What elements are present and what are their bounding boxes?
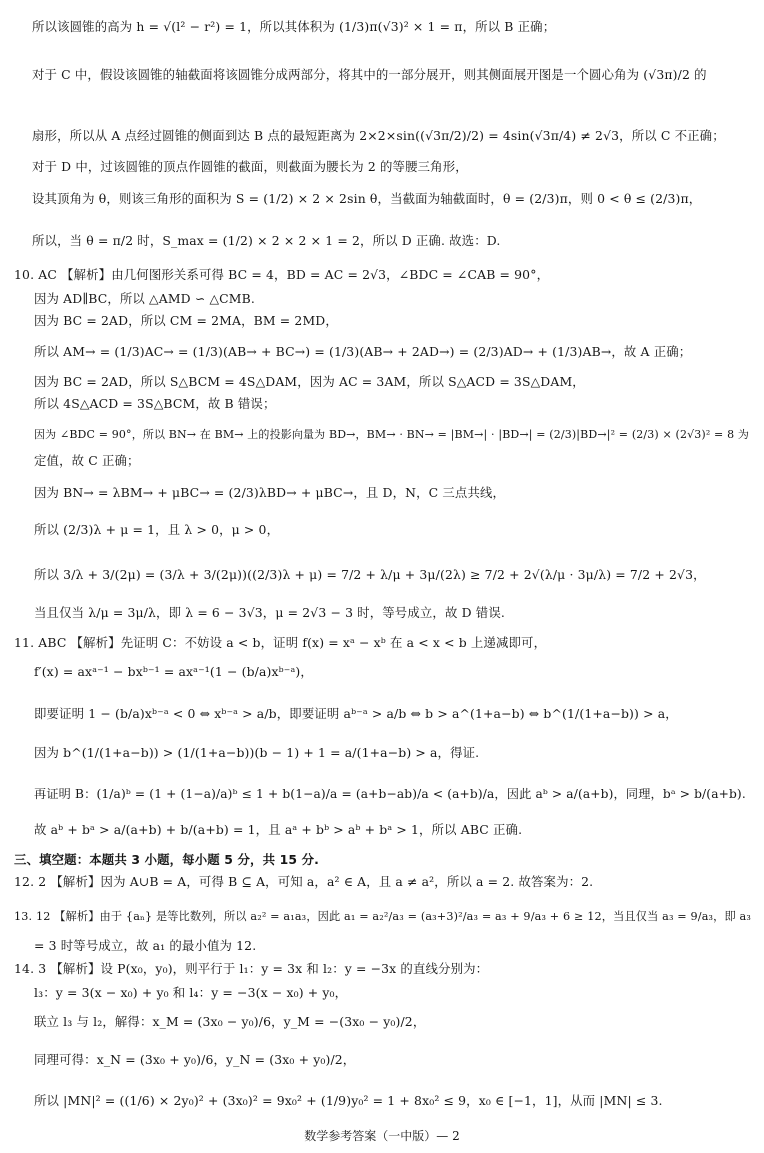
text-line: 定值，故 C 正确； bbox=[34, 453, 140, 468]
text-line: 即要证明 1 − (b/a)xᵇ⁻ᵃ < 0 ⇔ xᵇ⁻ᵃ > a/b，即要证明 aᵇ⁻ᵃ > a/b ⇔ b > a^(1+a−b) ⇔ b^(1/(1+a−b)) > a， bbox=[34, 706, 678, 721]
text-line: 所以 4S△ACD = 3S△BCM，故 B 错误； bbox=[34, 396, 276, 411]
text-line: l₃：y = 3(x − x₀) + y₀ 和 l₄：y = −3(x − x₀) + y₀， bbox=[34, 985, 348, 1000]
page-footer: 数学参考答案（一中版）— 2 bbox=[304, 1129, 460, 1143]
text-line: 同理可得：x_N = (3x₀ + y₀)/6，y_N = (3x₀ + y₀)/2， bbox=[34, 1052, 356, 1067]
text-line: 14. 3 【解析】设 P(x₀，y₀)，则平行于 l₁：y = 3x 和 l₂：y = −3x 的直线分别为： bbox=[14, 961, 489, 976]
text-line: 11. ABC 【解析】先证明 C：不妨设 a < b，证明 f(x) = xᵃ − xᵇ 在 a < x < b 上递减即可， bbox=[14, 635, 547, 650]
text-line: f′(x) = axᵃ⁻¹ − bxᵇ⁻¹ = axᵃ⁻¹(1 − (b/a)xᵇ⁻ᵃ)， bbox=[34, 664, 313, 679]
section-heading: 三、填空题：本题共 3 小题，每小题 5 分，共 15 分. bbox=[14, 852, 319, 867]
text-line: 对于 D 中，过该圆锥的顶点作圆锥的截面，则截面为腰长为 2 的等腰三角形， bbox=[32, 159, 468, 174]
text-line: 所以，当 θ = π/2 时，S_max = (1/2) × 2 × 2 × 1 = 2，所以 D 正确. 故选：D. bbox=[32, 233, 501, 248]
text-line: 12. 2 【解析】因为 A∪B = A，可得 B ⊆ A，可知 a，a² ∈ A，且 a ≠ a²，所以 a = 2. 故答案为：2. bbox=[14, 874, 594, 889]
text-line: 当且仅当 λ/μ = 3μ/λ，即 λ = 6 − 3√3，μ = 2√3 − 3 时，等号成立，故 D 错误. bbox=[34, 605, 505, 620]
text-line: 因为 BN→ = λBM→ + μBC→ = (2/3)λBD→ + μBC→，且 D，N，C 三点共线， bbox=[34, 485, 506, 500]
text-line: 因为 AD∥BC，所以 △AMD ∽ △CMB. bbox=[34, 291, 255, 306]
text-line: 设其顶角为 θ，则该三角形的面积为 S = (1/2) × 2 × 2sin θ，当截面为轴截面时，θ = (2/3)π，则 0 < θ ≤ (2/3)π， bbox=[32, 191, 702, 206]
text-line: 所以 AM→ = (1/3)AC→ = (1/3)(AB→ + BC→) = (1/3)(AB→ + 2AD→) = (2/3)AD→ + (1/3)AB→，故 A 正确； bbox=[34, 344, 692, 359]
text-line: 因为 b^(1/(1+a−b)) > (1/(1+a−b))(b − 1) + 1 = a/(1+a−b) > a，得证. bbox=[34, 745, 480, 760]
text-line: 对于 C 中，假设该圆锥的轴截面将该圆锥分成两部分，将其中的一部分展开，则其侧面展开图是一个圆心角为 (√3π)/2 的 bbox=[32, 67, 707, 82]
text-line: 所以 (2/3)λ + μ = 1，且 λ > 0，μ > 0， bbox=[34, 522, 280, 537]
text-line: 10. AC 【解析】由几何图形关系可得 BC = 4，BD = AC = 2√3，∠BDC = ∠CAB = 90°， bbox=[14, 267, 550, 282]
text-line: 因为 ∠BDC = 90°，所以 BN→ 在 BM→ 上的投影向量为 BD→，BM→ · BN→ = |BM→| · |BD→| = (2/3)|BD→|² = (2/3) × (2√3)² = 8 为 bbox=[34, 428, 750, 441]
text-line: = 3 时等号成立，故 a₁ 的最小值为 12. bbox=[34, 938, 257, 953]
text-line: 因为 BC = 2AD，所以 CM = 2MA，BM = 2MD， bbox=[34, 313, 338, 328]
text-line: 联立 l₃ 与 l₂，解得：x_M = (3x₀ − y₀)/6，y_M = −(3x₀ − y₀)/2， bbox=[34, 1014, 426, 1029]
text-line: 故 aᵇ + bᵃ > a/(a+b) + b/(a+b) = 1，且 aᵃ + bᵇ > aᵇ + bᵃ > 1，所以 ABC 正确. bbox=[34, 822, 523, 837]
text-line: 所以 3/λ + 3/(2μ) = (3/λ + 3/(2μ))((2/3)λ + μ) = 7/2 + λ/μ + 3μ/(2λ) ≥ 7/2 + 2√(λ/μ · 3μ/λ) = 7/2 + 2√3， bbox=[34, 567, 706, 582]
text-line: 因为 BC = 2AD，所以 S△BCM = 4S△DAM，因为 AC = 3AM，所以 S△ACD = 3S△DAM， bbox=[34, 374, 585, 389]
text-line: 13. 12 【解析】由于 {aₙ} 是等比数列，所以 a₂² = a₁a₃，因此 a₁ = a₂²/a₃ = (a₃+3)²/a₃ = a₃ + 9/a₃ + 6 ≥ 12，当且仅当 a₃ = 9/a₃，即 a₃ bbox=[14, 910, 752, 923]
text-line: 所以该圆锥的高为 h = √(l² − r²) = 1，所以其体积为 (1/3)π(√3)² × 1 = π，所以 B 正确； bbox=[32, 19, 556, 34]
text-line: 所以 |MN|² = ((1/6) × 2y₀)² + (3x₀)² = 9x₀² + (1/9)y₀² = 1 + 8x₀² ≤ 9，x₀ ∈ [−1，1]，从而 |MN| ≤ 3. bbox=[34, 1093, 663, 1108]
text-line: 扇形，所以从 A 点经过圆锥的侧面到达 B 点的最短距离为 2×2×sin((√3π/2)/2) = 4sin(√3π/4) ≠ 2√3，所以 C 不正确； bbox=[32, 128, 725, 143]
text-line: 再证明 B：(1/a)ᵇ = (1 + (1−a)/a)ᵇ ≤ 1 + b(1−a)/a = (a+b−ab)/a < (a+b)/a，因此 aᵇ > a/(a+b)，同理，bᵃ > b/(a+b). bbox=[34, 787, 746, 801]
